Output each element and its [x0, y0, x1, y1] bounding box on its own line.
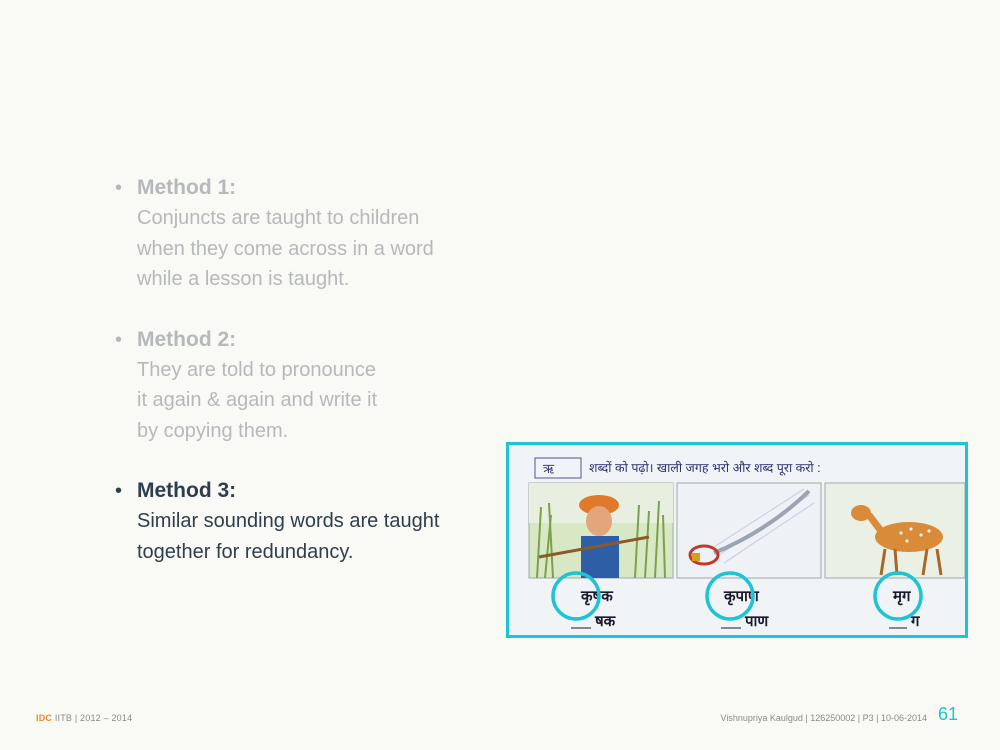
footer-brand: IDC [36, 713, 53, 723]
page-number: 61 [937, 704, 958, 724]
methods-list [115, 173, 495, 597]
method-title: Method 2: [137, 327, 237, 351]
word-blank: ग [911, 613, 920, 630]
bullet-icon: • [115, 480, 123, 502]
footer-institution [36, 713, 132, 723]
method-line: when they come across in a word [137, 237, 434, 260]
deer-picture [825, 483, 965, 578]
word-top: मृग [893, 588, 911, 605]
method-title: Method 1: [137, 176, 237, 199]
bullet-icon: • [115, 328, 123, 351]
method-line: it again & again and write it [137, 389, 378, 411]
exercise-heading: शब्दों को पढ़ो। खाली जगह भरो और शब्द पूरा करो : [589, 461, 821, 475]
method-title: Method 3: [137, 479, 237, 502]
method-3 [115, 476, 495, 567]
method-line: Conjuncts are taught to children [137, 207, 420, 229]
farmer-picture [529, 483, 673, 578]
word-top: कृषक [581, 588, 613, 605]
footer-author: Vishnupriya Kaulgud | 126250002 | P3 | 10-06-2014 [720, 713, 927, 723]
method-line: by copying them. [137, 419, 289, 442]
sword-picture [677, 483, 821, 578]
method-line: together for redundancy. [137, 540, 354, 563]
textbook-photo [506, 442, 968, 638]
word-blank: षक [595, 613, 616, 630]
method-1 [115, 173, 495, 295]
word-blank: पाण [745, 613, 769, 630]
method-line: They are told to pronounce [137, 358, 377, 381]
bullet-icon: • [115, 177, 123, 199]
method-line: Similar sounding words are taught [137, 510, 440, 532]
method-2 [115, 325, 495, 447]
footer-left-text: IITB | 2012 – 2014 [54, 713, 133, 723]
method-line: while a lesson is taught. [137, 268, 350, 290]
word-top: कृपाण [724, 588, 759, 605]
exercise-number: ऋ [543, 461, 555, 476]
